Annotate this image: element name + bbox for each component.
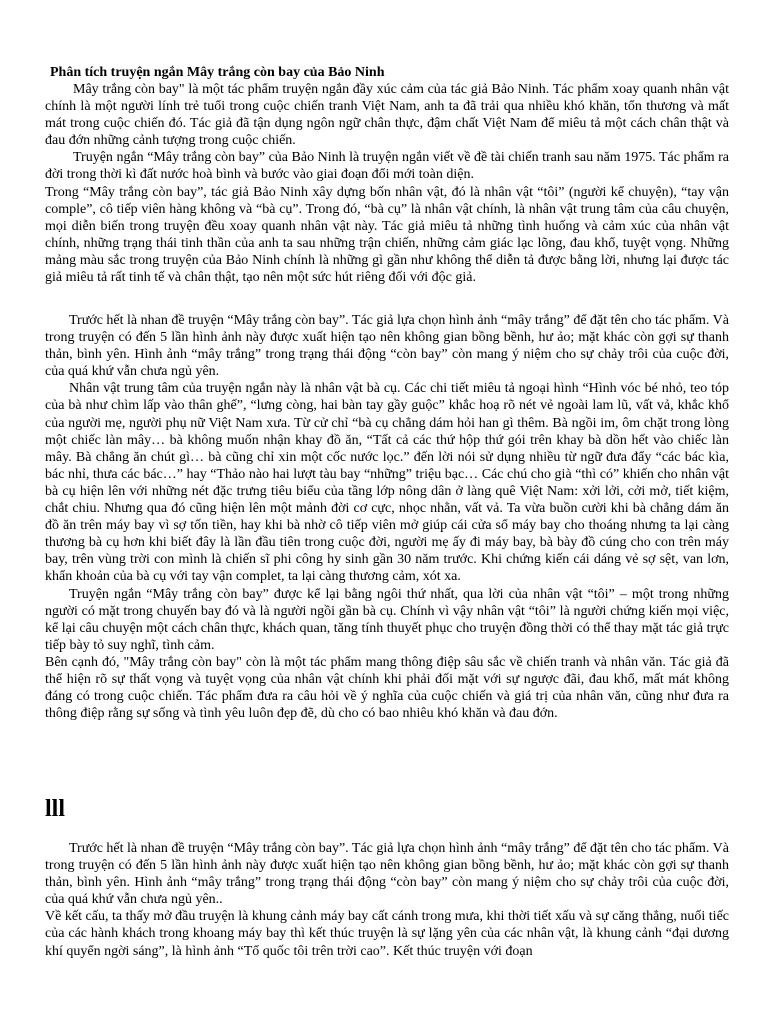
paragraph: Trước hết là nhan đề truyện “Mây trắng còn bay”. Tác giả lựa chọn hình ảnh “mây trắng” để đặt tên cho tác phẩm. Và trong truyện có đến 5 lần hình ảnh này được xuất hiện tạo nên không gian bồng bềnh, hư ảo; mặt khác còn gợi sự thanh thản, bình yên. Hình ảnh “mây trắng” trong trạng thái động “còn bay” còn mang ý niệm cho sự chảy trôi của cuộc đời, của quá khứ vẫn chưa ngủ yên..: [45, 841, 729, 908]
section-separator: lll: [45, 796, 66, 822]
paragraph: Bên cạnh đó, "Mây trắng còn bay" còn là một tác phẩm mang thông điệp sâu sắc về chiến tranh và nhân văn. Tác giả đã thể hiện rõ sự thất vọng và tuyệt vọng của nhân vật chính khi phải đối mặt với sự ngược đãi, đau khổ, mất mát không đáng có trong cuộc chiến. Tác phẩm đưa ra câu hỏi về ý nghĩa của cuộc chiến và giá trị của nhân văn, cũng như đưa ra thông điệp rằng sự sống và tình yêu luôn đẹp đẽ, dù cho có bao nhiêu khó khăn và đau đớn.: [45, 654, 729, 722]
analysis-section: [45, 312, 729, 722]
paragraph: Trong “Mây trắng còn bay”, tác giả Bảo Ninh xây dựng bốn nhân vật, đó là nhân vật “tôi” (người kể chuyện), “tay vận comple”, cô tiếp viên hàng không và “bà cụ”. Trong đó, “bà cụ” là nhân vật chính, là nhân vật trung tâm của câu chuyện, mọi diễn biến trong truyện đều xoay quanh nhân vật này. Tác giả miêu tả những tình huống và cảm xúc của nhân vật chính, những trạng thái tinh thần của anh ta sau những trận chiến, những cảm giác lạc lõng, đau khổ, tuyệt vọng. Những mảng màu sắc trong truyện của Bảo Ninh chính là những gì gần như không thể diễn tả được bằng lời, nhưng lại được tác giả miêu tả rất tinh tế và chân thật, tạo nên một sức hút riêng đối với độc giả.: [45, 184, 729, 286]
continuation-section: [45, 840, 729, 960]
intro-section: [45, 81, 729, 286]
paragraph: Mây trắng còn bay" là một tác phẩm truyện ngắn đầy xúc cảm của tác giả Bảo Ninh. Tác phẩm xoay quanh nhân vật chính là một người lính trẻ tuổi trong cuộc chiến tranh Việt Nam, anh ta đã trải qua nhiều khó khăn, tổn thương và mất mát trong cuộc chiến đó. Tác giả đã tận dụng ngôn ngữ chân thực, đậm chất Việt Nam để miêu tả một cách chân thật và đau đớn những cảnh tượng trong cuộc chiến.: [45, 82, 729, 149]
paragraph: Trước hết là nhan đề truyện “Mây trắng còn bay”. Tác giả lựa chọn hình ảnh “mây trắng” để đặt tên cho tác phẩm. Và trong truyện có đến 5 lần hình ảnh này được xuất hiện tạo nên không gian bồng bềnh, hư ảo; mặt khác còn gợi sự thanh thản, bình yên. Hình ảnh “mây trắng” trong trạng thái động “còn bay” còn mang ý niệm cho sự chảy trôi của cuộc đời, của quá khứ vẫn chưa ngủ yên.: [45, 313, 729, 380]
document-title: Phân tích truyện ngắn Mây trắng còn bay của Bảo Ninh: [50, 65, 385, 80]
paragraph: Nhân vật trung tâm của truyện ngắn này là nhân vật bà cụ. Các chi tiết miêu tả ngoại hình “Hình vóc bé nhỏ, teo tóp của bà như chìm lấp vào thân ghế”, “lưng còng, hai bàn tay gầy guộc” khắc hoạ rõ nét vẻ ngoài lam lũ, vất vả, khắc khổ của người mẹ, người phụ nữ Việt Nam xưa. Từ cử chỉ “bà cụ chẳng dám hỏi han gì thêm. Bà ngồi im, ôm chặt trong lòng một chiếc làn mây… bà không muốn nhận khay đồ ăn, “Tất cả các thứ hộp thứ gói trên khay bà dồn hết vào chiếc làn mây. Bà chẳng ăn chút gì… bà cũng chỉ xin một cốc nước lọc.” đến lời nói sử dụng nhiều từ ngữ đưa đẩy “các bác kìa, bác nhỉ, thưa các bác…” hay “Thảo nào hai lượt tàu bay “những” triệu bạc… Các chú cho già “thì có” khiến cho nhân vật bà cụ hiện lên với những nét đặc trưng tiêu biểu của tầng lớp nông dân ở làng quê Việt Nam: xởi lởi, cởi mở, tiết kiệm, chắt chiu. Nhưng qua đó cũng hiện lên một mảnh đời cơ cực, nhọc nhằn, vất vả. Ta vừa buồn cười khi bà chẳng dám ăn đồ ăn trên máy bay vì sợ tốn tiền, hay khi bà nhờ cô tiếp viên mở giúp cái cửa sổ máy bay cho thoáng nhưng ta lại càng thương bà cụ hơn khi biết đây là lần đầu tiên trong cuộc đời, người mẹ ấy đi máy bay, bà bày đồ cúng cho con trên máy bay, trên vùng trời con mình là chiến sĩ phi công hy sinh gần 30 năm trước. Khi chứng kiến cái dáng vẻ sợ sệt, van lơn, khẩn khoản của bà cụ với tay vận complet, ta lại càng thương cảm, xót xa.: [45, 381, 729, 585]
paragraph: Về kết cấu, ta thấy mở đầu truyện là khung cảnh máy bay cất cánh trong mưa, khi thời tiết xấu và sự căng thẳng, nuối tiếc của các hành khách trong khoang máy bay thì kết thúc truyện là sự lặng yên của các nhân vật, là khung cảnh “đại dương khí quyển ngời sáng”, là hình ảnh “Tổ quốc tôi trên trời cao”. Kết thúc truyện với đoạn: [45, 909, 729, 959]
paragraph: Truyện ngắn “Mây trắng còn bay” của Bảo Ninh là truyện ngắn viết về đề tài chiến tranh sau năm 1975. Tác phẩm ra đời trong thời kì đất nước hoà bình và bước vào giai đoạn đổi mới toàn diện.: [45, 150, 729, 183]
paragraph: Truyện ngắn “Mây trắng còn bay” được kể lại bằng ngôi thứ nhất, qua lời của nhân vật “tôi” – một trong những người có mặt trong chuyến bay đó và là người ngồi gần bà cụ. Chính vì vậy nhân vật “tôi” là người chứng kiến mọi việc, kể lại câu chuyện một cách chân thực, khách quan, tăng tính thuyết phục cho truyện đồng thời có thể thay mặt tác giả trực tiếp bày tỏ suy nghĩ, tình cảm.: [45, 586, 729, 653]
